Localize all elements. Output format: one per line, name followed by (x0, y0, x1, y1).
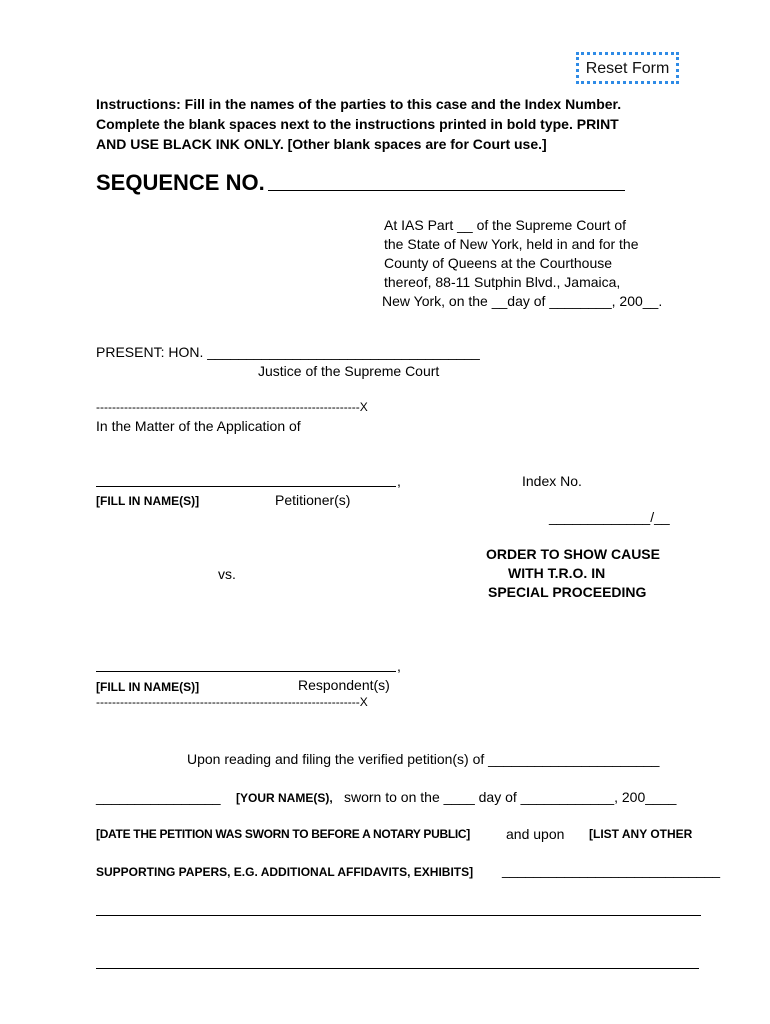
court-line-5: New York, on the __day of ________, 200__. (382, 293, 663, 309)
present-hon-field[interactable]: PRESENT: HON. ___________________________________ (96, 344, 480, 360)
justice-label: Justice of the Supreme Court (258, 363, 440, 379)
your-names-label: [YOUR NAME(S), (236, 791, 333, 805)
list-other-label: [LIST ANY OTHER (589, 827, 693, 841)
caption-divider-bottom: ------------------------------------------------------------------X (96, 695, 368, 709)
supporting-papers-label: SUPPORTING PAPERS, E.G. ADDITIONAL AFFIDAVITS, EXHIBITS] (96, 865, 474, 879)
respondent-label: Respondent(s) (298, 677, 390, 693)
respondent-fill-in-label: [FILL IN NAME(S)] (96, 680, 200, 694)
court-line-4: thereof, 88-11 Sutphin Blvd., Jamaica, (384, 274, 621, 290)
order-title-line-3: SPECIAL PROCEEDING (488, 584, 647, 600)
order-title-line-2: WITH T.R.O. IN (508, 565, 606, 581)
sworn-date-line[interactable]: sworn to on the ____ day of ____________, 200____ (344, 789, 677, 805)
respondent-name-field[interactable] (96, 671, 396, 672)
sequence-number-field[interactable] (268, 190, 625, 191)
instructions-line-3: AND USE BLACK INK ONLY. [Other blank spaces are for Court use.] (96, 136, 547, 152)
sequence-number-label: SEQUENCE NO. (96, 170, 265, 195)
petitioner-label: Petitioner(s) (275, 492, 351, 508)
court-line-2: the State of New York, held in and for the (384, 236, 639, 252)
matter-label: In the Matter of the Application of (96, 418, 301, 434)
instructions-line-1: Instructions: Fill in the names of the parties to this case and the Index Number. (96, 96, 622, 112)
additional-papers-line-2[interactable] (96, 968, 699, 969)
additional-papers-line-1[interactable] (96, 915, 701, 916)
court-line-1: At IAS Part __ of the Supreme Court of (384, 217, 627, 233)
versus-label: vs. (218, 566, 236, 582)
court-line-3: County of Queens at the Courthouse (384, 255, 613, 271)
upon-reading-line[interactable]: Upon reading and filing the verified petition(s) of ______________________ (187, 751, 660, 767)
sworn-name-field[interactable]: ________________ (96, 789, 221, 805)
caption-divider-top: ------------------------------------------------------------------X (96, 400, 368, 414)
order-title (486, 545, 660, 602)
petitioner-fill-in-label: [FILL IN NAME(S)] (96, 494, 200, 508)
instructions-line-2: Complete the blank spaces next to the instructions printed in bold type. PRINT (96, 116, 619, 132)
date-sworn-instruction: [DATE THE PETITION WAS SWORN TO BEFORE A NOTARY PUBLIC] (96, 827, 470, 841)
court-block (384, 216, 662, 311)
supporting-papers-field[interactable]: ____________________________ (502, 862, 721, 878)
respondent-comma: , (397, 658, 401, 674)
petitioner-name-field[interactable] (96, 486, 396, 487)
index-number-field[interactable]: _____________/__ (549, 509, 670, 525)
and-upon-label: and upon (506, 826, 565, 842)
instructions-block (96, 94, 621, 154)
reset-form-button[interactable]: Reset Form (576, 52, 679, 84)
petitioner-comma: , (397, 473, 401, 489)
order-title-line-1: ORDER TO SHOW CAUSE (486, 546, 660, 562)
index-number-label: Index No. (522, 473, 582, 489)
